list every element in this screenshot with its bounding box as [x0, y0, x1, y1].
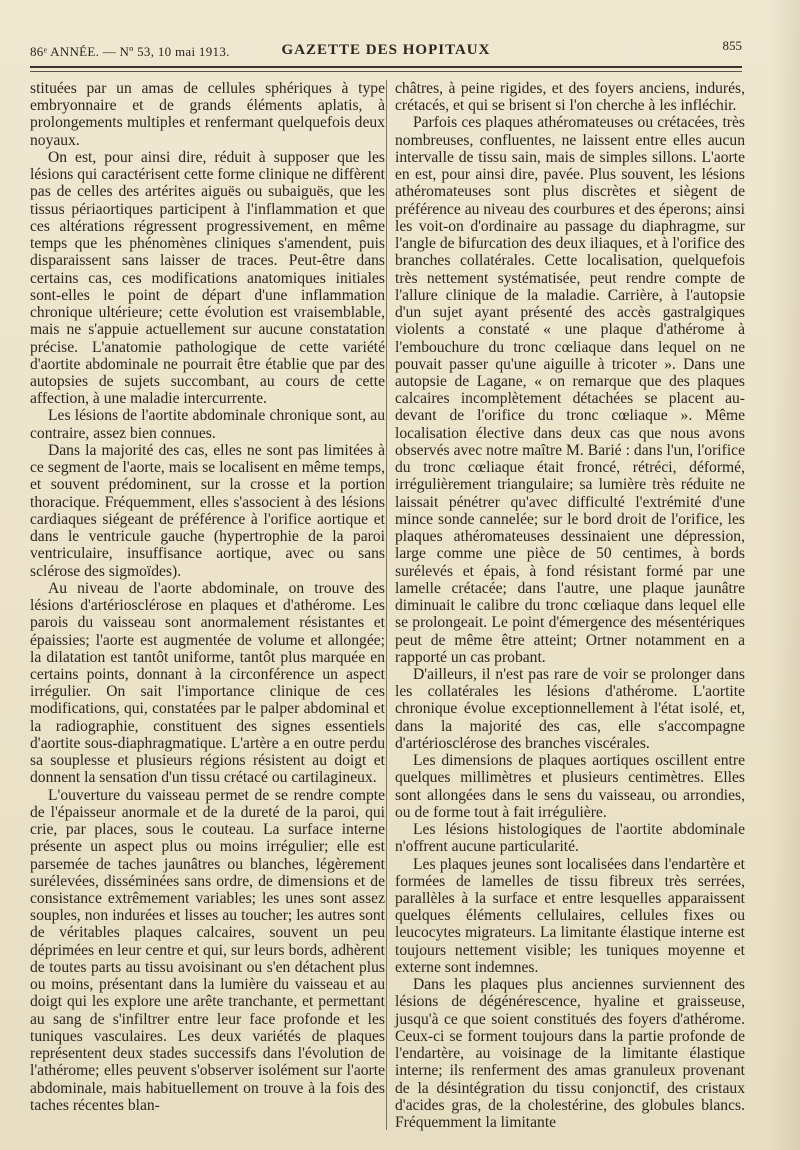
paragraph: Les plaques jeunes sont localisées dans l'endartère et formées de lamelles de tissu fibreux très serrées, parallèles à la surface et entre lesquelles apparaissent quelques éléments cellulaires, cellules fixes ou leucocytes migrateurs. La limitante élastique interne est toujours nettement visible; les tuniques moyenne et externe sont indemnes. [395, 855, 745, 976]
paragraph: Les lésions de l'aortite abdominale chronique sont, au contraire, assez bien connues. [30, 407, 385, 442]
paragraph: D'ailleurs, il n'est pas rare de voir se prolonger dans les collatérales les lésions d'athérome. L'aortite chronique évolue exceptionnellement à l'état isolé, et, dans la majorité des cas, elle s'accompagne d'artériosclérose des branches viscérales. [395, 665, 745, 752]
paragraph: Dans la majorité des cas, elles ne sont pas limitées à ce segment de l'aorte, mais se localisent en même temps, et souvent prédominent, sur la crosse et la portion thoracique. Fréquemment, elles s'associent à des lésions cardiaques siégeant de préférence à l'orifice aortique et dans le ventricule gauche (hypertrophie de la paroi ventriculaire, insuffisance aortique, avec ou sans sclérose des sigmoïdes). [30, 441, 385, 580]
paragraph: stituées par un amas de cellules sphériques à type embryonnaire et de grands éléments aplatis, à prolongements multiples et renfermant quelquefois deux noyaux. [30, 80, 385, 149]
header-rule [30, 66, 742, 68]
paragraph: Dans les plaques plus anciennes surviennent des lésions de dégénérescence, hyaline et graisseuse, jusqu'à ce que soient constitués des foyers d'athérome. Ceux-ci se forment toujours dans la partie profonde de l'endartère, au voisinage de la limitante élastique interne; ils renferment des amas granuleux provenant de la désintégration du tissu conjonctif, des cristaux d'acides gras, de la cholestérine, des globules blancs. Fréquemment la limitante [395, 976, 745, 1132]
scan-shadow [770, 0, 800, 1150]
page-header [30, 36, 742, 62]
paragraph: châtres, à peine rigides, et des foyers anciens, indurés, crétacés, et qui se brisent si l'on cherche à les infléchir. [395, 80, 745, 115]
paragraph: Au niveau de l'aorte abdominale, on trouve des lésions d'artériosclérose en plaques et d'athérome. Les parois du vaisseau sont anormalement résistantes et épaissies; l'aorte est augmentée de volume et allongée; la dilatation est tantôt uniforme, tantôt plus marquée en certains points, donnant à la circonférence un aspect irrégulier. On sait l'importance clinique de ces modifications, qui, constatées par le palper abdominal et la radiographie, constituent des signes essentiels d'aortite sous-diaphragmatique. L'artère a en outre perdu sa souplesse et plusieurs régions résistent au doigt et donnent la sensation d'un tissu crétacé ou cartilagineux. [30, 579, 385, 787]
paragraph: On est, pour ainsi dire, réduit à supposer que les lésions qui caractérisent cette forme clinique ne diffèrent pas de celles des artérites aiguës ou subaiguës, que les tissus périaortiques participent à l'inflammation et que ces altérations régressent progressivement, en même temps que les phénomènes cliniques s'amendent, puis disparaissent sans laisser de traces. Peut-être dans certains cas, ces modifications anatomiques initiales sont-elles le point de départ d'une inflammation chronique ultérieure; cette évolution est vraisemblable, mais ne s'appuie actuellement sur aucune constatation précise. L'anatomie pathologique de cette variété d'aortite abdominale ne pourrait être établie que par des autopsies de sujets succombant, au cours de cette affection, à une maladie intercurrente. [30, 148, 385, 408]
paragraph: L'ouverture du vaisseau permet de se rendre compte de l'épaisseur anormale et de la dureté de la paroi, qui crie, par places, sous le couteau. La surface interne présente un aspect plus ou moins irrégulier; elle est parsemée de taches jaunâtres ou blanches, légèrement surélevées, disséminées sans ordre, de dimensions et de consistance extrêmement variables; les unes sont assez souples, non indurées et lisses au toucher; les autres sont de véritables plaques calcaires, souvent un peu déprimées en leur centre et qui, sur leurs bords, adhèrent de toutes parts au tissu avoisinant ou s'en détachent plus ou moins, présentant dans la lumière du vaisseau et au doigt qui les explore une arête tranchante, et permettant au sang de s'infiltrer entre leur face profonde et les tuniques vasculaires. Les deux variétés de plaques représentent deux stades successifs dans l'évolution de l'athérome; elles peuvent s'observer isolément sur l'aorte abdominale, mais habituellement on trouve à la fois des taches récentes blan- [30, 786, 385, 1114]
page-number: 855 [722, 38, 742, 53]
column-divider [386, 80, 387, 1130]
paragraph: Les dimensions de plaques aortiques oscillent entre quelques millimètres et plusieurs centimètres. Elles sont allongées dans le sens du vaisseau, ou arrondies, ou de forme tout à fait irrégulière. [395, 752, 745, 821]
issue-line: 86ᵉ ANNÉE. — Nº 53, 10 mai 1913. [30, 44, 230, 59]
paragraph: Les lésions histologiques de l'aortite abdominale n'offrent aucune particularité. [395, 821, 745, 856]
paragraph: Parfois ces plaques athéromateuses ou crétacées, très nombreuses, confluentes, ne laissent entre elles aucun intervalle de tissu sain, mais de simples sillons. L'aorte en est, pour ainsi dire, pavée. Plus souvent, les lésions athéromateuses sont plus discrètes et siègent de préférence au niveau des courbures et des éperons; ainsi les voit-on d'ordinaire au passage du diaphragme, sur l'angle de bifurcation des deux iliaques, et à l'orifice des branches collatérales. Cette localisation, quelquefois très nettement systématisée, peut rendre compte de l'allure clinique de la maladie. Carrière, à l'autopsie d'un sujet ayant présenté des accès gastralgiques violents a constaté « une plaque d'athérome à l'embouchure du tronc cœliaque dans lequel on ne pouvait passer qu'une aiguille à tricoter ». Dans une autopsie de Lagane, « on remarque que des plaques calcaires incomplètement détachées se placent au-devant de l'orifice du tronc cœliaque ». Même localisation élective dans deux cas que nous avons observés avec notre maître M. Barié : dans l'un, l'orifice du tronc cœliaque était froncé, rétréci, déformé, irrégulièrement triangulaire; sa lumière très réduite ne laissait pénétrer qu'avec difficulté l'extrémité d'une mince sonde cannelée; sur le bord droit de l'orifice, les plaques athéromateuses dessinaient une dépression, large comme une pièce de 50 centimes, à bords surélevés et épais, à fond résistant formé par une lamelle crétacée; dans l'autre, une plaque jaunâtre diminuait le calibre du tronc cœliaque dans lequel elle se prolongeait. Le point d'émergence des mésentériques peut de même être atteint; Ortner notamment en a rapporté un cas probant. [395, 114, 745, 666]
journal-title: GAZETTE DES HOPITAUX [281, 42, 491, 58]
left-column [30, 80, 385, 1114]
header-rule-thin [30, 71, 742, 72]
right-column [395, 80, 745, 1131]
